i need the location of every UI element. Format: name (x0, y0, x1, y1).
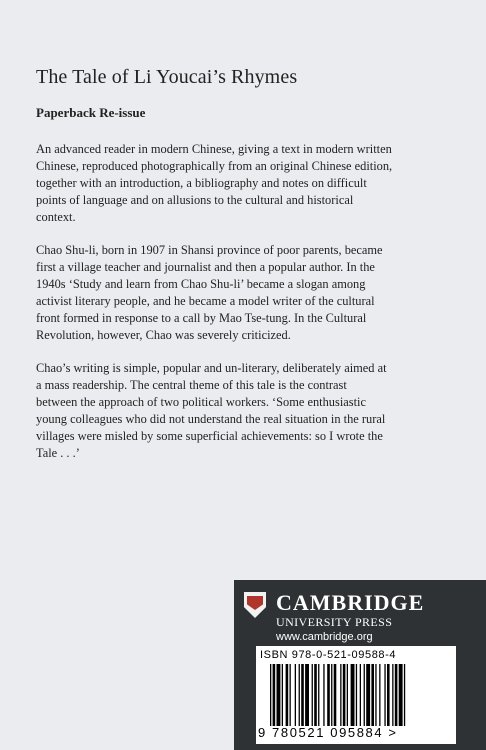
text-line: front formed in response to a call by Mao Tse-tung. In the Cultural (36, 311, 367, 325)
book-title: The Tale of Li Youcai’s Rhymes (36, 66, 298, 88)
description-paragraph-1 (36, 141, 476, 226)
cover-text (36, 66, 476, 478)
text-line: Tale . . .’ (36, 446, 80, 460)
text-line: points of language and on allusions to the cultural and historical (36, 193, 354, 207)
text-line: context. (36, 210, 76, 224)
text-line: Chao Shu-li, born in 1907 in Shansi province of poor parents, became (36, 243, 383, 257)
text-line: 1940s ‘Study and learn from Chao Shu-li’ became a slogan among (36, 277, 366, 291)
text-line: Chinese, reproduced photographically from an original Chinese edition, (36, 159, 393, 173)
text-line: young colleagues who did not understand the real situation in the rural (36, 412, 386, 426)
text-line: villages were misled by some superficial achievements: so I wrote the (36, 429, 383, 443)
description-paragraph-2 (36, 242, 476, 344)
description-paragraph-3 (36, 360, 476, 462)
publisher-name: CAMBRIDGE (276, 590, 425, 615)
text-line: Chao’s writing is simple, popular and un-literary, deliberately aimed at (36, 361, 387, 375)
shield-crest-icon (244, 592, 266, 618)
publisher-panel (234, 580, 486, 750)
text-line: a mass readership. The central theme of this tale is the contrast (36, 378, 347, 392)
text-line: Revolution, however, Chao was severely criticized. (36, 328, 291, 342)
text-line: An advanced reader in modern Chinese, giving a text in modern written (36, 142, 392, 156)
isbn-text: ISBN 978-0-521-09588-4 (260, 649, 397, 661)
text-line: together with an introduction, a bibliography and notes on difficult (36, 176, 367, 190)
text-line: activist literary people, and he became a model writer of the cultural (36, 294, 375, 308)
text-line: between the approach of two political workers. ‘Some enthusiastic (36, 395, 366, 409)
publisher-subname: UNIVERSITY PRESS (276, 615, 393, 629)
barcode-label (256, 646, 456, 744)
publisher-url: www.cambridge.org (276, 631, 373, 643)
edition-label: Paperback Re-issue (36, 105, 146, 120)
barcode-number: 9 780521 095884 > (258, 725, 398, 740)
barcode-icon (270, 664, 444, 726)
text-line: first a village teacher and journalist and then a popular author. In the (36, 260, 375, 274)
